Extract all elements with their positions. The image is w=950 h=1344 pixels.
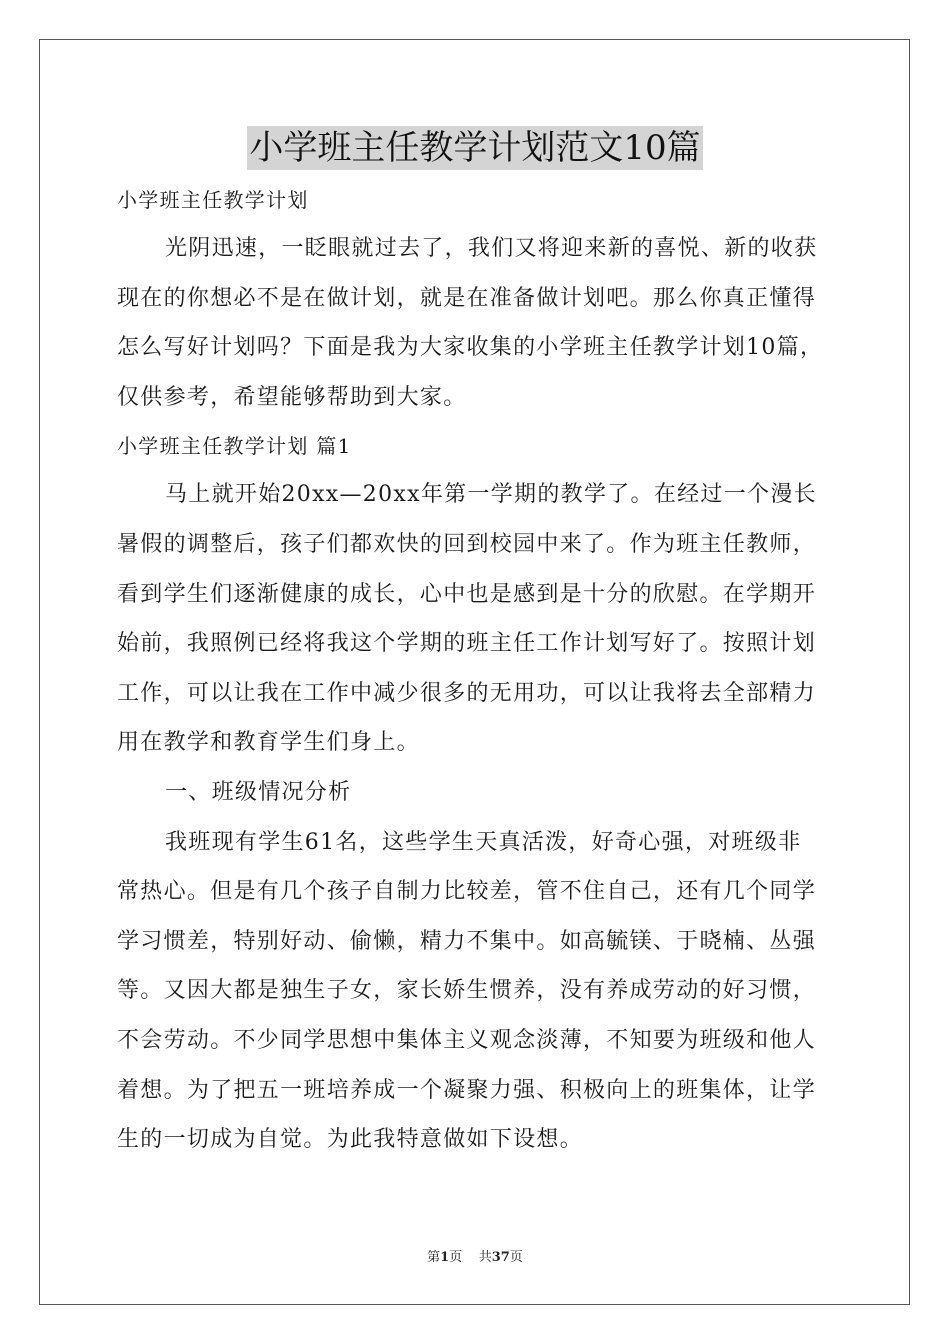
paragraph-line: 生的一切成为自觉。为此我特意做如下设想。 xyxy=(117,1127,584,1153)
paragraph-line: 看到学生们逐渐健康的成长，心中也是感到是十分的欣慰。在学期开 xyxy=(117,581,817,607)
subheading: 一、班级情况分析 xyxy=(165,779,352,805)
document-subtitle: 小学班主任教学计划 xyxy=(117,188,309,212)
intro-line: 现在的你想必不是在做计划，就是在准备做计划吧。那么你真正懂得 xyxy=(117,285,817,311)
intro-line: 仅供参考，希望能够帮助到大家。 xyxy=(117,384,467,410)
document-title: 小学班主任教学计划范文10篇 xyxy=(249,128,701,168)
paragraph-line: 常热心。但是有几个孩子自制力比较差，管不住自己，还有几个同学 xyxy=(117,879,817,905)
intro-line: 怎么写好计划吗？下面是我为大家收集的小学班主任教学计划10篇， xyxy=(117,335,824,361)
footer-suffix: 页 xyxy=(509,1250,523,1265)
paragraph-line: 马上就开始20xx—20xx年第一学期的教学了。在经过一个漫长 xyxy=(165,482,817,508)
title-container xyxy=(0,126,950,170)
paragraph-line: 工作，可以让我在工作中减少很多的无用功，可以让我将去全部精力 xyxy=(117,680,817,706)
intro-line: 光阴迅速，一眨眼就过去了，我们又将迎来新的喜悦、新的收获 xyxy=(165,236,818,261)
footer-prefix: 第 xyxy=(427,1250,441,1265)
current-page-number: 1 xyxy=(440,1250,450,1265)
paragraph-line: 学习惯差，特别好动、偷懒，精力不集中。如高毓镁、于晓楠、丛强 xyxy=(117,928,817,954)
document-body xyxy=(117,176,837,1165)
paragraph-line: 等。又因大都是独生子女，家长娇生惯养，没有养成劳动的好习惯， xyxy=(117,978,817,1004)
page-footer xyxy=(0,1246,950,1265)
paragraph-line: 用在教学和教育学生们身上。 xyxy=(117,730,420,756)
paragraph-line: 暑假的调整后，孩子们都欢快的回到校园中来了。作为班主任教师， xyxy=(117,531,817,557)
section-heading: 小学班主任教学计划 篇1 xyxy=(117,434,352,459)
paragraph-line: 不会劳动。不少同学思想中集体主义观念淡薄，不知要为班级和他人 xyxy=(117,1027,817,1053)
total-pages: 37 xyxy=(491,1250,510,1265)
paragraph-line: 始前，我照例已经将我这个学期的班主任工作计划写好了。按照计划 xyxy=(117,631,817,657)
footer-mid: 页 共 xyxy=(449,1250,492,1265)
paragraph-line: 着想。为了把五一班培养成一个凝聚力强、积极向上的班集体，让学 xyxy=(117,1077,817,1103)
paragraph-line: 我班现有学生61名，这些学生天真活泼，好奇心强，对班级非 xyxy=(165,829,802,855)
